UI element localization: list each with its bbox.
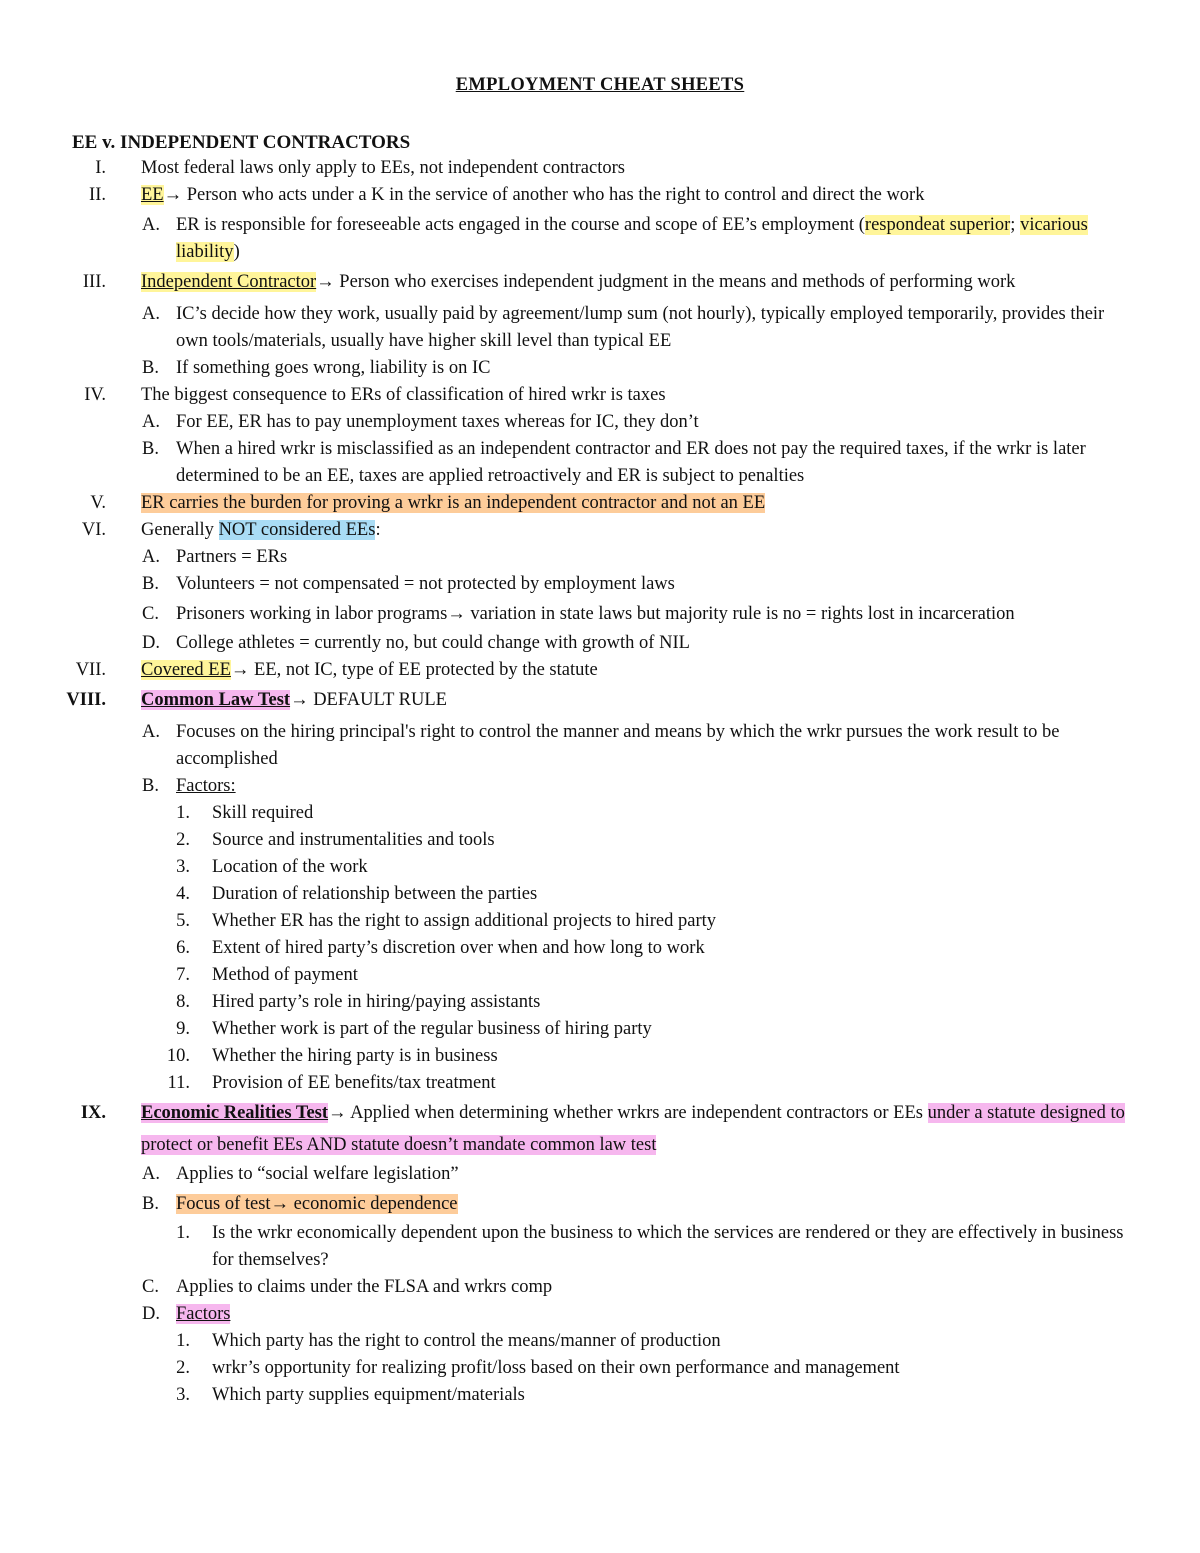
factor-item: 6. Extent of hired party’s discretion over when and how long to work — [176, 938, 705, 958]
outline-item-vi-c — [0, 598, 1200, 630]
item-text — [141, 490, 1131, 517]
item-text: ER is responsible for foreseeable acts engaged in the course and scope of EE’s employment (respondeat superior; vicarious liability) — [176, 215, 1088, 262]
outline-item-vi-a — [0, 544, 1200, 571]
item-letter: A. — [142, 412, 160, 432]
term-ee: EE — [141, 185, 164, 205]
item-number: VII. — [75, 660, 106, 680]
item-text — [141, 657, 1131, 684]
outline-item-iii — [0, 266, 1200, 298]
item-letter: A. — [142, 304, 160, 324]
item-letter: D. — [142, 1304, 160, 1324]
item-number: III. — [82, 272, 106, 292]
term-economic-realities-test: Economic Realities Test — [141, 1103, 329, 1123]
section-heading: EE v. INDEPENDENT CONTRACTORS — [72, 132, 411, 153]
factor-item: 5. Whether ER has the right to assign additional projects to hired party — [176, 911, 716, 931]
outline-item-vi-d — [0, 630, 1200, 657]
item-text: IC’s decide how they work, usually paid by agreement/lump sum (not hourly), typically employed temporarily, provides their own tools/materials, usually have higher skill level than typical EE — [176, 304, 1105, 351]
definition-text: → Person who acts under a K in the service of another who has the right to control and direct the work — [163, 185, 925, 205]
highlight-respondeat: respondeat superior — [864, 215, 1011, 235]
item-letter: B. — [142, 358, 159, 378]
item-number: I. — [95, 158, 106, 178]
item-text — [141, 687, 1131, 714]
highlight-statute: under a statute designed to protect or benefit EEs AND statute doesn’t mandate common law test — [141, 1103, 1125, 1155]
item-letter: C. — [142, 1277, 159, 1297]
outline-item-iv-b — [0, 436, 1200, 490]
item-number: VI. — [81, 520, 106, 540]
outline-item-v — [0, 490, 1200, 517]
item-letter: B. — [142, 1194, 159, 1214]
factor-item: 3. Location of the work — [176, 857, 368, 877]
item-text — [141, 1097, 1131, 1161]
outline-item-ii-a — [0, 212, 1200, 266]
factor-item: 11. Provision of EE benefits/tax treatment — [167, 1073, 496, 1093]
factor-item: 10. Whether the hiring party is in business — [166, 1046, 498, 1066]
outline-item-ix-b-1: 1. Is the wrkr economically dependent upon the business to which the services are rendered or they are effectively in business for themselves? — [0, 1220, 1200, 1274]
highlight-not-considered: NOT considered EEs — [218, 520, 376, 540]
item-number: IV. — [84, 385, 106, 405]
item-text: The biggest consequence to ERs of classification of hired wrkr is taxes — [141, 385, 666, 405]
item-text: Generally NOT considered EEs: — [141, 520, 381, 540]
term-covered-ee: Covered EE — [141, 660, 231, 680]
item-number: II. — [89, 185, 106, 205]
ix-factor-item: 1. Which party has the right to control the means/manner of production — [176, 1331, 721, 1351]
outline-item-iii-b — [0, 355, 1200, 382]
factor-item: 8. Hired party’s role in hiring/paying assistants — [176, 992, 541, 1012]
item-text — [176, 1301, 1131, 1328]
item-text: Volunteers = not compensated = not protected by employment laws — [176, 574, 675, 594]
highlight-vicarious: vicarious liability — [176, 215, 1088, 262]
item-text: Most federal laws only apply to EEs, not independent contractors — [141, 158, 625, 178]
ix-factor-item: 3. Which party supplies equipment/materials — [176, 1385, 525, 1405]
item-text: College athletes = currently no, but could change with growth of NIL — [176, 633, 690, 653]
definition-text: → Person who exercises independent judgment in the means and methods of performing work — [316, 272, 1016, 292]
factor-item: 1. Skill required — [176, 803, 314, 823]
item-letter: B. — [142, 439, 159, 459]
item-text: Factors: — [176, 776, 236, 796]
outline-item-vi-b — [0, 571, 1200, 598]
term-independent-contractor: Independent Contractor — [141, 272, 317, 292]
term-common-law-test: Common Law Test — [141, 690, 291, 710]
outline-item-ix-d — [0, 1301, 1200, 1328]
outline-item-iii-a — [0, 301, 1200, 355]
item-text: For EE, ER has to pay unemployment taxes whereas for IC, they don’t — [176, 412, 699, 432]
outline-item-viii — [0, 687, 1200, 714]
item-text — [141, 182, 1131, 209]
outline-item-vi — [0, 517, 1200, 544]
outline-item-ix-b — [0, 1188, 1200, 1220]
item-text: If something goes wrong, liability is on IC — [176, 358, 491, 378]
item-text: Applies to “social welfare legislation” — [176, 1164, 459, 1184]
item-letter: A. — [142, 547, 160, 567]
outline-item-iv-a — [0, 409, 1200, 436]
outline-item-i — [0, 155, 1200, 182]
item-letter: B. — [142, 776, 159, 796]
outline-item-iv — [0, 382, 1200, 409]
item-text: Applies to claims under the FLSA and wrkrs comp — [176, 1277, 553, 1297]
factor-item: 7. Method of payment — [176, 965, 358, 985]
definition-text: → Applied when determining whether wrkrs are independent contractors or EEs — [328, 1103, 928, 1123]
document-title: EMPLOYMENT CHEAT SHEETS — [455, 75, 745, 95]
definition-text: → DEFAULT RULE — [290, 690, 447, 710]
item-number: IX. — [80, 1103, 106, 1123]
item-letter: D. — [142, 633, 160, 653]
outline-item-ix — [0, 1097, 1200, 1161]
outline-item-viii-b — [0, 773, 1200, 800]
highlight-factors: Factors — [176, 1304, 231, 1324]
item-letter: A. — [142, 1164, 160, 1184]
item-text: When a hired wrkr is misclassified as an independent contractor and ER does not pay the required taxes, if the wrkr is later determined to be an EE, taxes are applied retroactively and ER is subject to penalties — [176, 439, 1086, 486]
item-letter: B. — [142, 574, 159, 594]
item-text: Prisoners working in labor programs→ variation in state laws but majority rule is no = rights lost in incarceration — [176, 604, 1015, 624]
outline-item-ii — [0, 182, 1200, 209]
outline-item-vii — [0, 657, 1200, 684]
item-number: VIII. — [66, 690, 106, 710]
item-text — [176, 1188, 1131, 1220]
outline-list — [0, 155, 1200, 1409]
outline-item-viii-a — [0, 719, 1200, 773]
definition-text: → EE, not IC, type of EE protected by the statute — [230, 660, 598, 680]
highlight-burden: ER carries the burden for proving a wrkr is an independent contractor and not an EE — [141, 493, 766, 513]
item-letter: C. — [142, 604, 159, 624]
factor-item: 2. Source and instrumentalities and tools — [176, 830, 495, 850]
highlight-economic-dependence: Focus of test→ economic dependence — [176, 1194, 458, 1214]
item-text: Partners = ERs — [176, 547, 288, 567]
outline-item-ix-a — [0, 1161, 1200, 1188]
ix-factor-item: 2. wrkr’s opportunity for realizing profit/loss based on their own performance and management — [176, 1358, 900, 1378]
item-number: V. — [90, 493, 106, 513]
factor-item: 9. Whether work is part of the regular business of hiring party — [176, 1019, 652, 1039]
item-text: Focuses on the hiring principal's right to control the manner and means by which the wrkr pursues the work result to be accomplished — [176, 722, 1060, 769]
factor-item: 4. Duration of relationship between the parties — [176, 884, 538, 904]
item-text: Is the wrkr economically dependent upon the business to which the services are rendered or they are effectively in business for themselves? — [212, 1223, 1124, 1270]
item-letter: A. — [142, 722, 160, 742]
item-text — [141, 266, 1131, 298]
item-letter: A. — [142, 215, 160, 235]
outline-item-ix-c — [0, 1274, 1200, 1301]
